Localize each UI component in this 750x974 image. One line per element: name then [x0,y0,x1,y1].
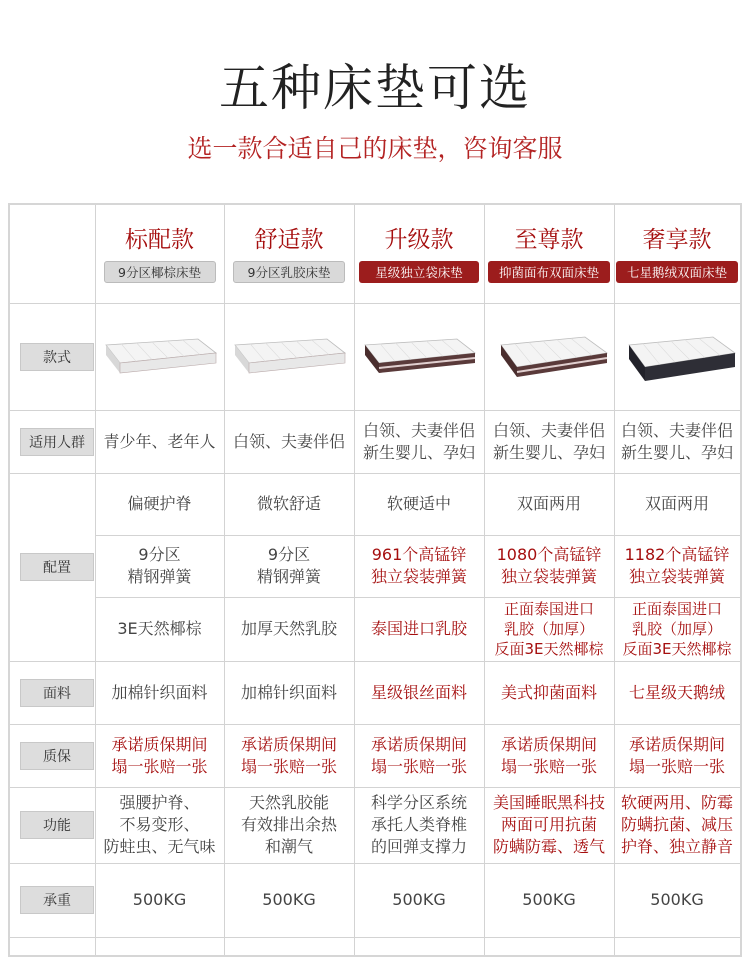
cell-config-2: 9分区 精钢弹簧 [127,545,192,586]
cell-crowd: 白领、夫妻伴侣 新生婴儿、孕妇 [362,420,475,462]
cell-config-1: 偏硬护脊 [127,494,192,513]
cell-config-3: 正面泰国进口 乳胶（加厚） 反面3E天然椰棕 [622,600,732,658]
product-name: 奢享款 [642,227,712,253]
page-subtitle: 选一款合适自己的床垫，咨询客服 [187,134,563,163]
row-label: 功能 [20,811,94,839]
grid-hline [10,937,740,938]
cell-crowd: 白领、夫妻伴侣 新生婴儿、孕妇 [620,420,733,462]
row-label: 面料 [20,679,94,707]
cell-fabric: 加棉针织面料 [240,682,337,702]
row-label: 适用人群 [20,428,94,456]
product-badge: 抑菌面布双面床垫 [488,261,610,283]
cell-load: 500KG [132,890,187,909]
cell-load: 500KG [522,890,576,909]
cell-warranty: 承诺质保期间 塌一张赔一张 [500,734,597,776]
cell-fabric: 美式抑菌面料 [500,682,597,702]
product-badge: 9分区椰棕床垫 [104,261,216,283]
cell-config-3: 泰国进口乳胶 [370,619,467,638]
product-name: 舒适款 [254,227,324,253]
product-badge: 9分区乳胶床垫 [233,261,345,283]
grid-hline [10,303,740,304]
cell-warranty: 承诺质保期间 塌一张赔一张 [628,734,725,776]
cell-function: 天然乳胶能 有效排出余热 和潮气 [240,793,337,856]
cell-warranty: 承诺质保期间 塌一张赔一张 [240,734,337,776]
page-title: 五种床垫可选 [219,59,531,117]
cell-function: 科学分区系统 承托人类脊椎 的回弹支撑力 [370,793,467,856]
cell-fabric: 加棉针织面料 [111,682,208,702]
cell-config-1: 软硬适中 [386,494,451,513]
cell-config-2: 961个高锰锌 独立袋装弹簧 [370,545,467,586]
cell-function: 软硬两用、防霉 防螨抗菌、减压 护脊、独立静音 [620,793,733,856]
product-badge: 星级独立袋床垫 [359,261,479,283]
header [0,0,750,200]
cell-crowd: 白领、夫妻伴侣 新生婴儿、孕妇 [492,420,605,462]
row-label: 质保 [20,742,94,770]
cell-config-3: 正面泰国进口 乳胶（加厚） 反面3E天然椰棕 [494,600,604,658]
cell-config-2: 1080个高锰锌 独立袋装弹簧 [496,545,602,586]
cell-crowd: 青少年、老年人 [103,431,216,451]
cell-function: 强腰护脊、 不易变形、 防蛀虫、无气味 [103,793,216,856]
mattress-image [227,323,351,393]
cell-load: 500KG [392,890,446,909]
cell-config-3: 加厚天然乳胶 [240,619,337,638]
row-label: 承重 [20,886,94,914]
row-label: 款式 [20,343,94,371]
mattress-image [615,323,739,393]
product-badge: 七星鹅绒双面床垫 [616,261,738,283]
cell-fabric: 七星级天鹅绒 [628,682,725,702]
cell-config-1: 双面两用 [644,494,709,513]
row-label: 配置 [20,553,94,581]
cell-load: 500KG [650,890,704,909]
mattress-image [487,323,611,393]
cell-fabric: 星级银丝面料 [370,682,467,702]
comparison-table [8,203,742,957]
cell-warranty: 承诺质保期间 塌一张赔一张 [111,734,208,776]
product-name: 升级款 [384,227,454,253]
cell-config-3: 3E天然椰棕 [117,619,202,638]
product-name: 至尊款 [514,227,584,253]
cell-load: 500KG [262,890,316,909]
product-name: 标配款 [125,227,194,253]
cell-config-1: 双面两用 [516,494,581,513]
mattress-image [357,323,481,393]
mattress-image [98,323,222,393]
cell-config-2: 9分区 精钢弹簧 [256,545,321,586]
cell-function: 美国睡眠黑科技 两面可用抗菌 防螨防霉、透气 [492,793,605,856]
cell-config-1: 微软舒适 [256,494,321,513]
cell-warranty: 承诺质保期间 塌一张赔一张 [370,734,467,776]
cell-config-2: 1182个高锰锌 独立袋装弹簧 [624,545,730,586]
cell-crowd: 白领、夫妻伴侣 [232,431,345,451]
